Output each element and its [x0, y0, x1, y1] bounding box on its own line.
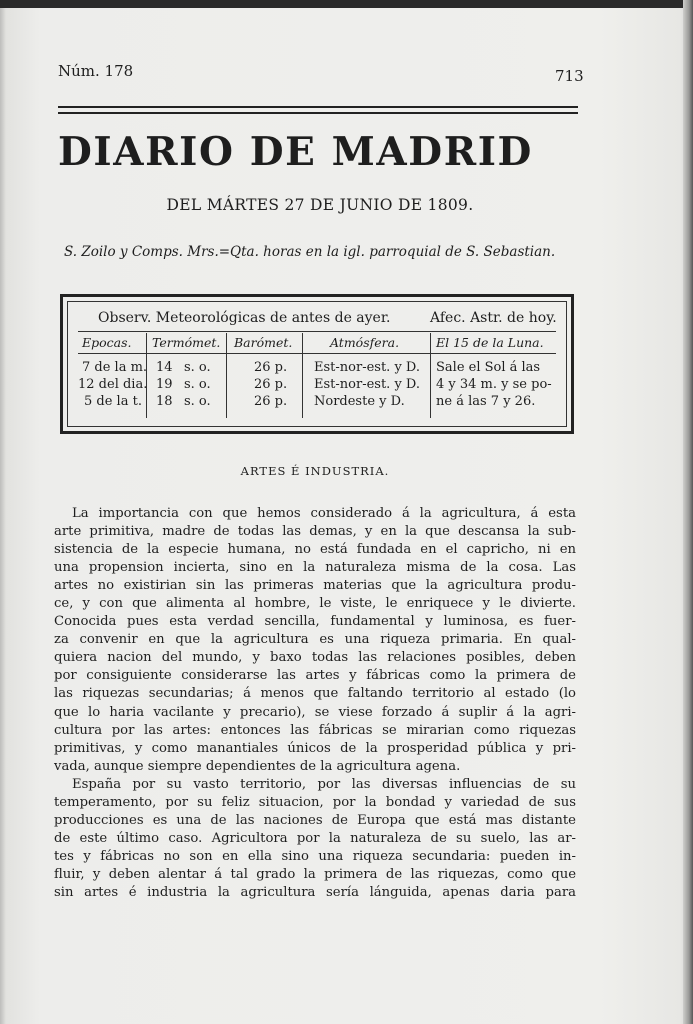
- body-line: quiera nacion del mundo, y baxo todas las relaciones posibles, deben: [54, 650, 576, 666]
- column-divider: [146, 333, 147, 418]
- body-line: La importancia con que hemos considerado á la agricultura, á esta: [72, 506, 576, 521]
- meteo-rule: [78, 331, 556, 332]
- body-line: za convenir en que la agricultura es una riqueza primaria. En qual-: [54, 632, 576, 648]
- saints-line: S. Zoilo y Comps. Mrs.=Qta. horas en la igl. parroquial de S. Sebastian.: [64, 244, 556, 260]
- meteorological-table: [60, 294, 574, 434]
- row-atmos: Nordeste y D.: [314, 394, 405, 409]
- header-rule-top: [58, 106, 578, 108]
- scan-right-edge: [683, 0, 693, 1024]
- body-line: primitivas, y como manantiales únicos de la prosperidad pública y pri-: [54, 740, 576, 756]
- column-header-termometro: Termómet.: [152, 335, 221, 350]
- row-astro: ne á las 7 y 26.: [436, 394, 536, 409]
- row-baro: 26 p.: [254, 394, 288, 409]
- issue-number: Núm. 178: [58, 62, 134, 80]
- body-line: Conocida pues esta verdad sencilla, fundamental y luminosa, es fuer-: [54, 614, 576, 630]
- column-divider: [302, 333, 303, 418]
- masthead-title: DIARIO DE MADRID: [58, 129, 533, 175]
- row-astro: Sale el Sol á las: [436, 360, 541, 375]
- body-line: por consiguiente considerarse las artes y fábricas como la primera de: [54, 668, 576, 684]
- row-baro: 26 p.: [254, 377, 288, 392]
- column-header-barometro: Barómet.: [234, 335, 293, 350]
- column-header-luna: El 15 de la Luna.: [436, 335, 544, 350]
- body-line: vada, aunque siempre dependientes de la agricultura agena.: [54, 758, 461, 774]
- body-line: ce, y con que alimenta al hombre, le viste, le enriquece y le divierte.: [54, 596, 576, 612]
- body-line: las riquezas secundarias; á menos que faltando territorio al estado (lo: [54, 686, 576, 702]
- body-line: artes no existirian sin las primeras materias que la agricultura produ-: [54, 578, 576, 594]
- header-rule-bottom: [58, 112, 578, 114]
- row-astro: 4 y 34 m. y se po-: [436, 377, 552, 392]
- column-divider: [226, 333, 227, 418]
- body-line: sin artes é industria la agricultura sería lánguida, apenas daria para: [54, 884, 576, 900]
- meteorological-table-inner-border: [67, 301, 567, 427]
- body-line: producciones es una de las naciones de Europa que está mas distante: [54, 812, 576, 828]
- row-atmos: Est-nor-est. y D.: [314, 360, 421, 375]
- row-termo-unit: s. o.: [184, 360, 211, 375]
- body-line: cultura por las artes: entonces las fábricas se mirarian como riquezas: [54, 722, 576, 738]
- meteo-column-rule: [78, 353, 556, 354]
- row-termo: 19: [156, 377, 173, 392]
- astro-heading: Afec. Astr. de hoy.: [430, 310, 557, 326]
- body-line: que lo haria vacilante y precario), se viese forzado á suplir á la agri-: [54, 704, 576, 720]
- body-line: España por su vasto territorio, por las diversas influencias de su: [72, 776, 576, 792]
- body-line: una propension incierta, sino en la naturaleza misma de la cosa. Las: [54, 560, 576, 576]
- row-epoca: 7 de la m.: [82, 360, 148, 375]
- scan-top-edge: [0, 0, 693, 8]
- row-atmos: Est-nor-est. y D.: [314, 377, 421, 392]
- issue-date: DEL MÁRTES 27 DE JUNIO DE 1809.: [166, 196, 474, 214]
- row-termo: 14: [156, 360, 173, 375]
- row-epoca: 12 del dia.: [78, 377, 148, 392]
- row-termo-unit: s. o.: [184, 377, 211, 392]
- column-header-atmosfera: Atmósfera.: [330, 335, 400, 350]
- column-divider: [430, 333, 431, 418]
- row-termo: 18: [156, 394, 173, 409]
- row-baro: 26 p.: [254, 360, 288, 375]
- meteo-heading: Observ. Meteorológicas de antes de ayer.: [98, 310, 391, 326]
- row-termo-unit: s. o.: [184, 394, 211, 409]
- article-body: [54, 505, 576, 902]
- body-line: arte primitiva, madre de todas las demas, y en la que descansa la sub-: [54, 524, 576, 540]
- body-line: de este último caso. Agricultora por la naturaleza de su suelo, las ar-: [54, 830, 576, 846]
- body-line: tes y fábricas no son en ella sino una riqueza secundaria: pueden in-: [54, 848, 576, 864]
- page-number: 713: [555, 67, 584, 85]
- body-line: fluir, y deben alentar á tal grado la primera de las riquezas, como que: [54, 866, 576, 882]
- column-header-epocas: Epocas.: [82, 335, 132, 350]
- body-line: temperamento, por su feliz situacion, por la bondad y variedad de sus: [54, 794, 576, 810]
- section-title: ARTES É INDUSTRIA.: [240, 464, 390, 478]
- row-epoca: 5 de la t.: [84, 394, 142, 409]
- body-line: sistencia de la especie humana, no está fundada en el capricho, ni en: [54, 542, 576, 558]
